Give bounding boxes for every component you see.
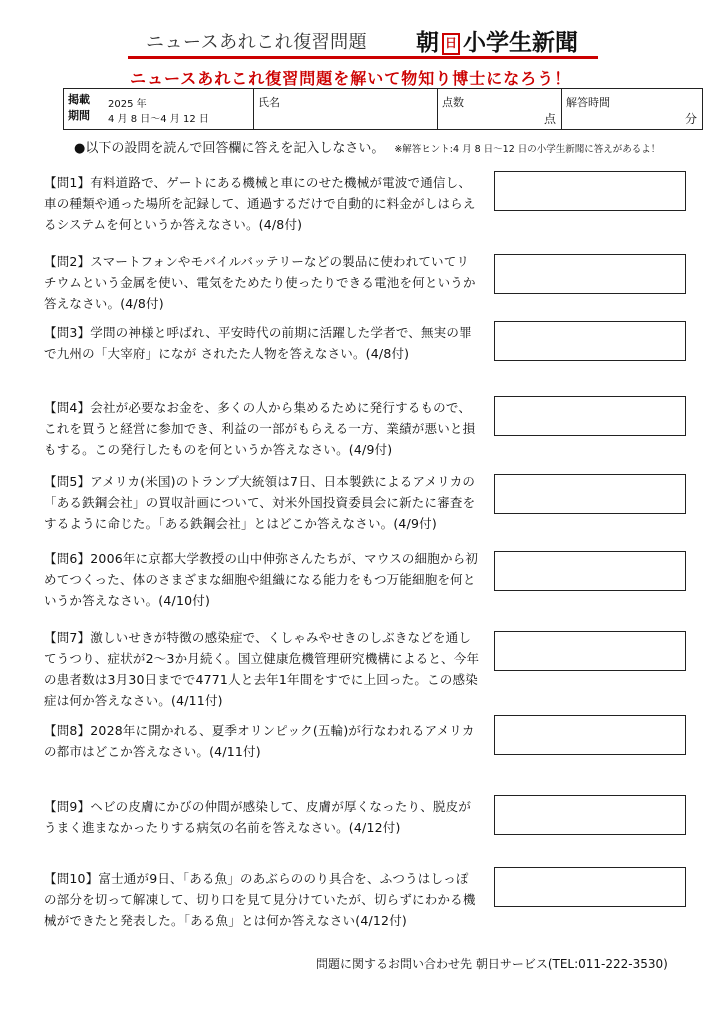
- answer-box-4[interactable]: [494, 396, 686, 436]
- score-label: 点数: [442, 96, 464, 109]
- question-6: [44, 548, 480, 611]
- question-text: 2028年に開かれる、夏季オリンピック(五輪)が行なわれるアメリカの都市はどこか答えなさい。(4/11付): [44, 723, 475, 759]
- publication-year: 2025 年: [108, 99, 147, 110]
- answer-box-7[interactable]: [494, 631, 686, 671]
- name-label: 氏名: [258, 96, 280, 109]
- question-number: 【問9】: [44, 799, 91, 814]
- answer-time-label: 解答時間: [566, 96, 610, 109]
- question-9: [44, 796, 480, 838]
- brand-text-left: 朝: [416, 30, 439, 56]
- question-number: 【問7】: [44, 630, 91, 645]
- question-number: 【問1】: [44, 175, 91, 190]
- instructions-hint: ※解答ヒント:4 月 8 日～12 日の小学生新聞に答えがあるよ！: [394, 144, 661, 155]
- header-divider: [128, 56, 598, 59]
- instructions: [74, 137, 660, 156]
- question-number: 【問8】: [44, 723, 91, 738]
- question-5: [44, 471, 480, 534]
- answer-time-cell[interactable]: [562, 89, 702, 129]
- question-8: [44, 720, 480, 762]
- question-text: 富士通が9日、「ある魚」のあぶらののり具合を、ふつうはしっぽの部分を切って解凍して、切り口を見て見分けていたが、切らずにわかる機械ができたと発表した。「ある魚」とは何か答えなさい(4/12付): [44, 871, 476, 928]
- answer-time-unit: 分: [684, 112, 697, 126]
- answer-box-3[interactable]: [494, 321, 686, 361]
- question-number: 【問5】: [44, 474, 91, 489]
- info-table: [63, 88, 703, 130]
- newspaper-brand: [416, 24, 578, 57]
- worksheet-title: ニュースあれこれ復習問題: [146, 32, 368, 53]
- answer-box-1[interactable]: [494, 171, 686, 211]
- publication-period-label: 掲載期間: [68, 93, 90, 122]
- question-text: 学問の神様と呼ばれ、平安時代の前期に活躍した学者で、無実の罪で九州の「大宰府」になが されたた人物を答えなさい。(4/8付): [44, 325, 472, 361]
- question-4: [44, 397, 480, 460]
- instructions-main: ●以下の設問を読んで回答欄に答えを記入しなさい。: [74, 141, 385, 156]
- page-header: [128, 22, 598, 60]
- answer-box-2[interactable]: [494, 254, 686, 294]
- publication-period-cell: [64, 89, 254, 129]
- question-text: 会社が必要なお金を、多くの人から集めるために発行するもので、これを買うと経営に参加でき、利益の一部がもらえる一方、業績が悪いと損もする。この発行したものを何というか答えなさい。(4/9付): [44, 400, 476, 457]
- question-text: 激しいせきが特徴の感染症で、くしゃみやせきのしぶきなどを通してうつり、症状が2～3か月続く。国立健康危機管理研究機構によると、今年の患者数は3月30日までで4771人と去年1年間をすでに上回った。この感染症は何か答えなさい。(4/11付): [44, 630, 480, 708]
- question-2: [44, 251, 480, 314]
- question-7: [44, 627, 480, 711]
- brand-text-right: 小学生新聞: [463, 30, 578, 56]
- question-text: ヘビの皮膚にかびの仲間が感染して、皮膚が厚くなったり、脱皮がうまく進まなかったりする病気の名前を答えなさい。(4/12付): [44, 799, 472, 835]
- score-cell[interactable]: [438, 89, 562, 129]
- worksheet-subtitle: ニュースあれこれ復習問題を解いて物知り博士になろう！: [130, 69, 572, 88]
- question-1: [44, 172, 480, 235]
- question-number: 【問3】: [44, 325, 91, 340]
- question-text: スマートフォンやモバイルバッテリーなどの製品に使われていてリチウムという金属を使い、電気をためたり使ったりできる電池を何というか答えなさい。(4/8付): [44, 254, 476, 311]
- answer-box-5[interactable]: [494, 474, 686, 514]
- question-3: [44, 322, 480, 364]
- question-number: 【問4】: [44, 400, 91, 415]
- publication-range: 4 月 8 日～4 月 12 日: [108, 114, 209, 125]
- answer-box-10[interactable]: [494, 867, 686, 907]
- question-number: 【問2】: [44, 254, 91, 269]
- name-cell[interactable]: [254, 89, 438, 129]
- question-text: アメリカ(米国)のトランプ大統領は7日、日本製鉄によるアメリカの「ある鉄鋼会社」の買収計画について、対米外国投資委員会に新たに審査をするように命じた。「ある鉄鋼会社」とはどこか答えなさい。(4/9付): [44, 474, 476, 531]
- question-number: 【問10】: [44, 871, 99, 886]
- answer-box-9[interactable]: [494, 795, 686, 835]
- answer-box-8[interactable]: [494, 715, 686, 755]
- question-10: [44, 868, 480, 931]
- question-text: 2006年に京都大学教授の山中伸弥さんたちが、マウスの細胞から初めてつくった、体のさまざまな細胞や組織になる能力をもつ万能細胞を何というか答えなさい。(4/10付): [44, 551, 479, 608]
- score-unit: 点: [543, 112, 556, 126]
- contact-footer: 問題に関するお問い合わせ先 朝日サービス(TEL:011-222-3530): [316, 957, 668, 971]
- answer-box-6[interactable]: [494, 551, 686, 591]
- question-number: 【問6】: [44, 551, 91, 566]
- question-text: 有料道路で、ゲートにある機械と車にのせた機械が電波で通信し、車の種類や通った場所を記録して、通過するだけで自動的に料金がしはらえるシステムを何というか答えなさい。(4/8付): [44, 175, 476, 232]
- brand-logo-icon: 日: [442, 33, 460, 55]
